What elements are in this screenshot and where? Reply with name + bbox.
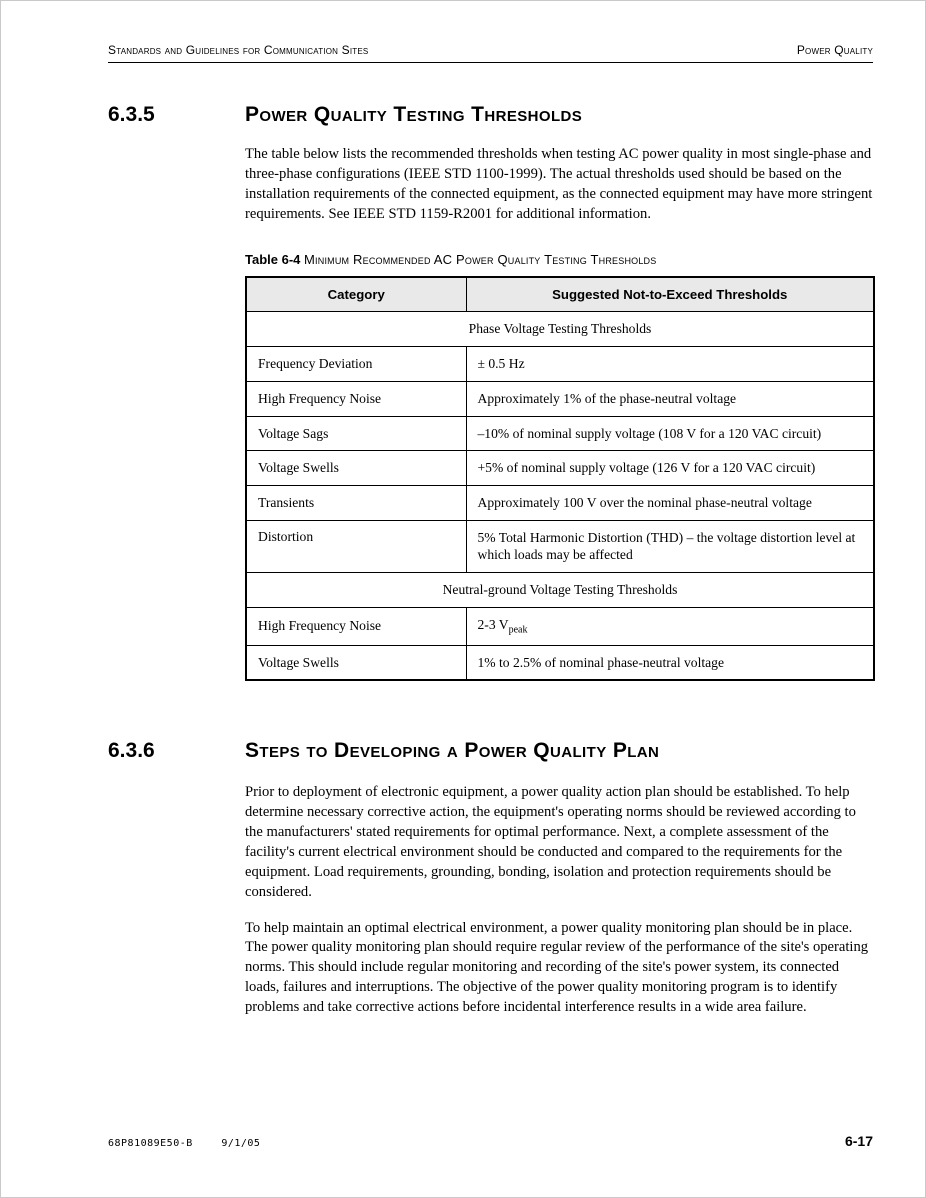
phase-section-title: Phase Voltage Testing Thresholds	[246, 312, 874, 347]
section-heading-635	[108, 103, 873, 127]
value-cell: –10% of nominal supply voltage (108 V for a 120 VAC circuit)	[466, 416, 874, 451]
category-cell: Frequency Deviation	[246, 347, 466, 382]
body-paragraph-intro: The table below lists the recommended thresholds when testing AC power quality in most single-phase and three-phase configurations (IEEE STD 1100-1999). The actual thresholds used should be based on the installation requirements of the connected equipment, as the connected equipment may have more stringent requirements. See IEEE STD 1159-R2001 for additional information.	[245, 146, 873, 222]
category-cell: High Frequency Noise	[246, 382, 466, 417]
section-title-636: Steps to Developing a Power Quality Plan	[245, 739, 660, 763]
table-row	[246, 347, 874, 382]
category-cell: Distortion	[246, 520, 466, 572]
table-row	[246, 486, 874, 521]
section-heading-636	[108, 739, 873, 763]
section-number-635: 6.3.5	[108, 103, 155, 126]
table-row	[246, 451, 874, 486]
table-section-row	[246, 312, 874, 347]
value-cell: +5% of nominal supply voltage (126 V for a 120 VAC circuit)	[466, 451, 874, 486]
value-cell: 5% Total Harmonic Distortion (THD) – the voltage distortion level at which loads may be affected	[466, 520, 874, 572]
footer-doc-id: 68P81089E50-B	[108, 1138, 193, 1149]
body-paragraph-1: Prior to deployment of electronic equipment, a power quality action plan should be established. To help determine necessary corrective action, the equipment's operating norms should be reviewed according to the manufacturers' stated requirements for optimal performance. Next, a complete assessment of the facility's current electrical environment should be conducted and compared to the requirements for the equipment. Load requirements, grounding, bonding, isolation and protection requirements should be considered.	[245, 784, 856, 900]
value-cell	[466, 608, 874, 646]
table-row	[246, 645, 874, 680]
table-caption-label: Table 6-4	[245, 252, 301, 268]
footer-date: 9/1/05	[221, 1138, 261, 1149]
value-main: 2-3 V	[477, 617, 509, 633]
header-title-right: Power Quality	[796, 43, 873, 57]
table-row	[246, 416, 874, 451]
body-paragraph-2: To help maintain an optimal electrical environment, a power quality monitoring plan should be in place. The power quality monitoring plan should require regular review of the performance of the site's operating norms. This should include regular monitoring and recording of the site's power system, its connected loads, failures and interruptions. The objective of the power quality monitoring program is to identify problems and take corrective actions before incidental interference results in a wide area failure.	[245, 919, 869, 1015]
value-cell: ± 0.5 Hz	[466, 347, 874, 382]
section-635-body	[245, 145, 875, 681]
table-caption-title: Minimum Recommended AC Power Quality Testing Thresholds	[304, 252, 657, 268]
footer-page-number: 6-17	[844, 1133, 873, 1149]
table-header-row	[246, 277, 874, 312]
category-cell: Voltage Sags	[246, 416, 466, 451]
section-title-635: Power Quality Testing Thresholds	[245, 103, 583, 126]
category-cell: Voltage Swells	[246, 645, 466, 680]
value-cell: Approximately 1% of the phase-neutral voltage	[466, 382, 874, 417]
power-quality-thresholds-table	[245, 276, 875, 681]
running-header	[108, 43, 873, 63]
footer-doc-info	[108, 1138, 260, 1149]
table-row	[246, 382, 874, 417]
neutral-section-title: Neutral-ground Voltage Testing Thresholds	[246, 573, 874, 608]
section-636-body	[245, 783, 875, 1017]
table-row	[246, 520, 874, 572]
header-title-left: Standards and Guidelines for Communication Sites	[108, 43, 369, 57]
section-number-636: 6.3.6	[108, 739, 155, 763]
value-cell: Approximately 100 V over the nominal phase-neutral voltage	[466, 486, 874, 521]
table-section-row	[246, 573, 874, 608]
column-header-category: Category	[246, 277, 466, 312]
table-caption	[245, 252, 875, 267]
value-subscript: peak	[508, 624, 528, 636]
category-cell: High Frequency Noise	[246, 608, 466, 646]
table-row	[246, 608, 874, 646]
value-cell: 1% to 2.5% of nominal phase-neutral voltage	[466, 645, 874, 680]
page-footer	[108, 1133, 873, 1149]
column-header-thresholds: Suggested Not-to-Exceed Thresholds	[466, 277, 874, 312]
category-cell: Voltage Swells	[246, 451, 466, 486]
category-cell: Transients	[246, 486, 466, 521]
